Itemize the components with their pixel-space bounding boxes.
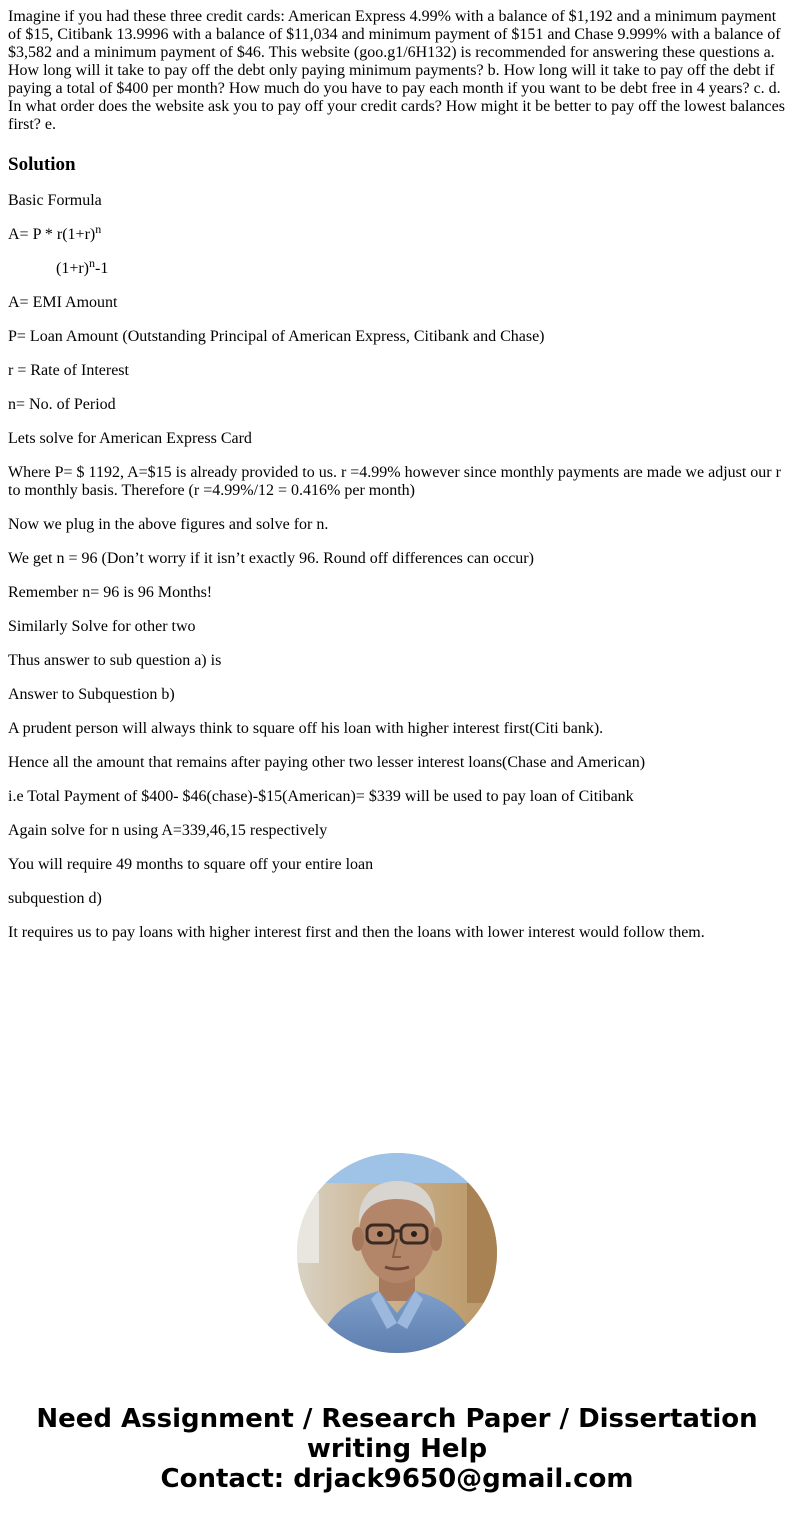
formula-denominator-exponent: n [89, 256, 96, 270]
footer-contact: Contact: drjack9650@gmail.com [160, 1464, 634, 1494]
total-payment-text: i.e Total Payment of $400- $46(chase)-$15(American)= $339 will be used to pay loan of Citibank [8, 788, 634, 805]
basic-formula-label: Basic Formula [8, 192, 102, 209]
definition-p: P= Loan Amount (Outstanding Principal of American Express, Citibank and Chase) [8, 328, 545, 345]
amex-intro: Lets solve for American Express Card [8, 430, 252, 447]
again-text: Again solve for n using A=339,46,15 respectively [8, 822, 328, 839]
similarly-text: Similarly Solve for other two [8, 618, 196, 635]
amex-where: Where P= $ 1192, A=$15 is already provided to us. r =4.99% however since monthly payments are made we adjust our r to monthly basis. Therefore (r =4.99%/12 = 0.416% per month) [8, 464, 781, 499]
definition-a: A= EMI Amount [8, 294, 118, 311]
subquestion-d-label: subquestion d) [8, 890, 102, 907]
footer-line-2: writing Help [306, 1434, 488, 1464]
author-avatar [297, 1153, 497, 1353]
hence-text: Hence all the amount that remains after paying other two lesser interest loans(Chase and American) [8, 754, 646, 771]
solution-heading: Solution [8, 154, 76, 175]
definition-n: n= No. of Period [8, 396, 116, 413]
months-text: You will require 49 months to square off your entire loan [8, 856, 374, 873]
formula-denominator-tail: -1 [95, 260, 109, 277]
answer-b-text: Answer to Subquestion b) [8, 686, 175, 703]
document-body [8, 8, 786, 958]
author-portrait-image [297, 1153, 497, 1353]
definition-r: r = Rate of Interest [8, 362, 129, 379]
footer-line-1: Need Assignment / Research Paper / Dissertation [36, 1404, 758, 1434]
formula-denominator [8, 256, 786, 278]
formula-numerator-text: A= P * r(1+r) [8, 226, 96, 243]
answer-a-text: Thus answer to sub question a) is [8, 652, 222, 669]
plug-in-text: Now we plug in the above figures and solve for n. [8, 516, 329, 533]
requires-text: It requires us to pay loans with higher interest first and then the loans with lower interest would follow them. [8, 924, 705, 941]
formula-numerator-exponent: n [95, 222, 102, 236]
footer-banner [0, 1404, 794, 1494]
result-n-text: We get n = 96 (Don’t worry if it isn’t exactly 96. Round off differences can occur) [8, 550, 534, 567]
question-text: Imagine if you had these three credit cards: American Express 4.99% with a balance of $1,192 and a minimum payment of $15, Citibank 13.9996 with a balance of $11,034 and minimum payment of $151 and Chase 9.999% with a balance of $3,582 and a minimum payment of $46. This website (goo.g1/6H132) is recommended for answering these questions a. How long will it take to pay off the debt only paying minimum payments? b. How long will it take to pay off the debt if paying a total of $400 per month? How much do you have to pay each month if you want to be debt free in 4 years? c. d. In what order does the website ask you to pay off your credit cards? How might it be better to pay off the lowest balances first? e. [8, 8, 785, 133]
prudent-text: A prudent person will always think to square off his loan with higher interest first(Citi bank). [8, 720, 604, 737]
formula-numerator [8, 222, 786, 244]
remember-text: Remember n= 96 is 96 Months! [8, 584, 213, 601]
formula-denominator-text: (1+r) [56, 260, 90, 277]
